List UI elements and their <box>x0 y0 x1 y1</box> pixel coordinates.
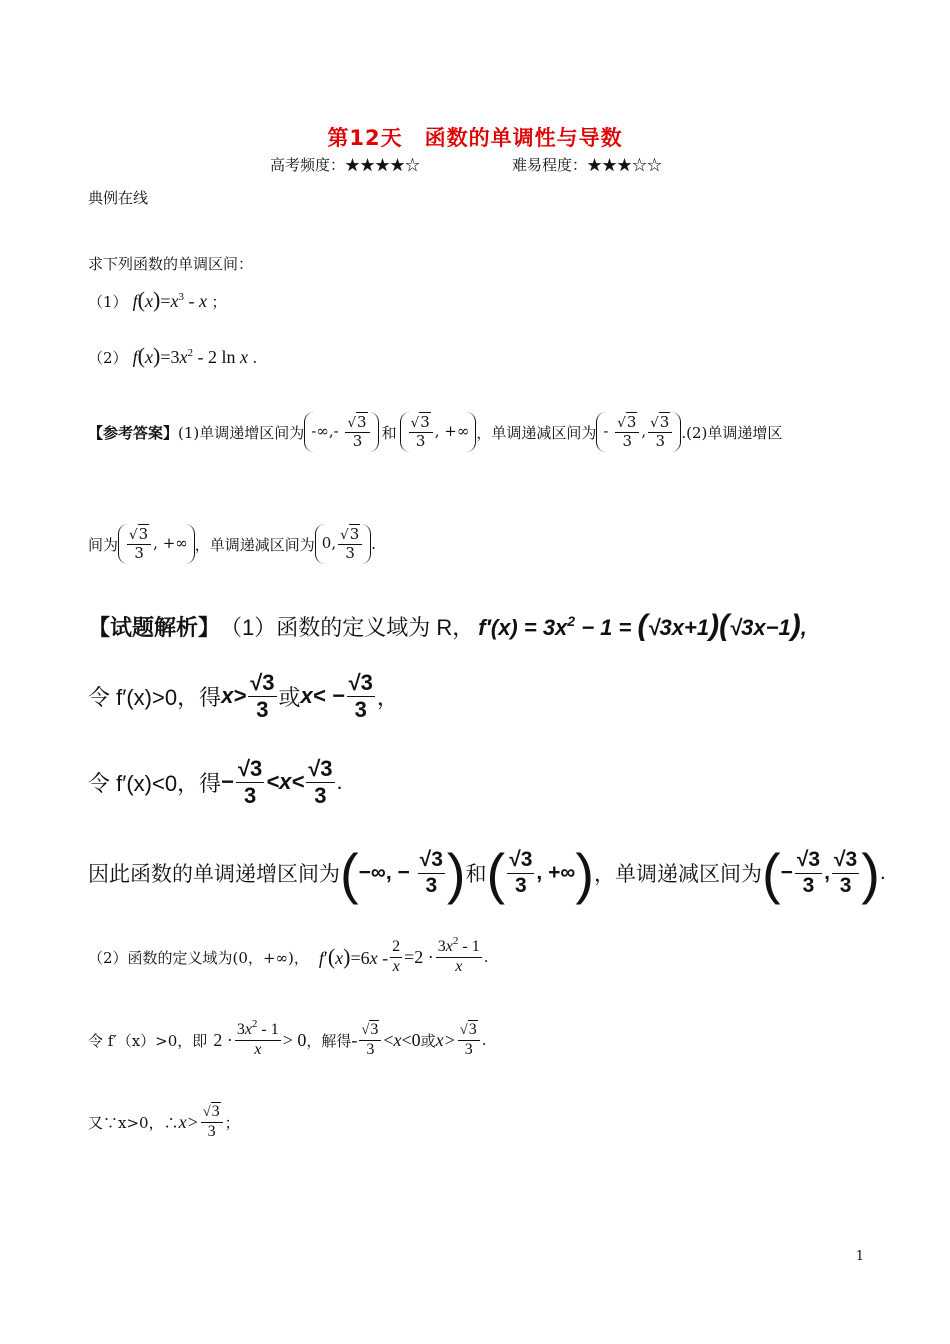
answer-text: (1)单调递增区间为 <box>178 423 305 442</box>
interval-expr: $\frac{√3}{3}$ , +∞ <box>118 524 195 564</box>
math: . <box>483 948 489 966</box>
math: <x<0 <box>383 1029 421 1050</box>
derivative-expr: $f'(x) = 3x^2 - 1 = (√3x+1)(√3x-1)$, <box>478 609 807 642</box>
item-number: （1） <box>88 293 128 311</box>
analysis-line-2 <box>88 666 399 726</box>
problem-item-2 <box>88 343 257 369</box>
math: > 0 <box>282 1029 307 1050</box>
fraction: $\frac{3x^2 - 1}{x}$ <box>236 1018 279 1058</box>
answer-text: ，单调递减区间为 <box>194 535 315 554</box>
fraction: $\frac{√3}{3}$ <box>359 1021 381 1059</box>
analysis-text: . <box>879 861 886 884</box>
analysis-label: 【试题解析】 <box>88 614 221 640</box>
page-number: 1 <box>855 1249 864 1264</box>
formula: $f(x)=x^3 - x$ <box>132 287 207 312</box>
item-tail: ； <box>211 293 227 311</box>
fraction: $\frac{√3}{3}$ <box>201 1103 223 1141</box>
difficulty-label: 难易程度： <box>512 156 588 174</box>
math: <x< <box>266 769 305 794</box>
interval-expr: $\frac{√3}{3}$ , +∞ <box>400 412 477 452</box>
interval-expr: - $\frac{√3}{3}$ , $\frac{√3}{3}$ <box>596 412 681 452</box>
answer-text: 和 <box>381 423 397 442</box>
analysis-text: . <box>481 1031 487 1049</box>
problem-item-1 <box>88 287 226 313</box>
analysis-text: （1）函数的定义域为 R， <box>220 614 475 640</box>
difficulty-stars: ★★★☆☆ <box>587 156 663 174</box>
section-heading: 典例在线 <box>88 189 149 207</box>
math: x> <box>221 683 247 708</box>
analysis-text: ， <box>376 684 399 710</box>
math: x< − <box>300 683 345 708</box>
analysis-text: 和 <box>465 863 487 886</box>
interval-expr: -∞,- $\frac{√3}{3}$ <box>304 412 378 452</box>
fraction: $\frac{√3}{3}$ <box>250 670 275 722</box>
frequency-rating <box>270 154 420 175</box>
answer-line-1 <box>88 402 782 462</box>
frequency-stars: ★★★★☆ <box>345 156 421 174</box>
analysis-text: 令 f′(x)<0，得 <box>88 770 222 796</box>
analysis-text: 又∵x>0，∴ <box>88 1113 179 1132</box>
answer-label: 【参考答案】 <box>88 423 179 442</box>
problem-prompt: 求下列函数的单调区间： <box>88 255 254 273</box>
formula: $f(x)=3x^2 - 2$ ln x <box>132 343 248 368</box>
analysis-line-4 <box>88 836 886 910</box>
analysis-text: 令 f′（x）>0，即 <box>88 1031 208 1050</box>
page-title: 第12天 函数的单调性与导数 <box>327 126 623 150</box>
math: x> <box>435 1029 456 1050</box>
math: =2 · <box>404 946 434 967</box>
analysis-line-7 <box>88 1096 240 1148</box>
item-tail: . <box>252 349 258 367</box>
math: − <box>221 769 234 794</box>
answer-text: ，单调递减区间为 <box>476 423 597 442</box>
analysis-text: ，单调递减区间为 <box>593 863 762 886</box>
interval-expr: 0, $\frac{√3}{3}$ <box>315 524 371 564</box>
answer-text: 间为 <box>88 535 119 554</box>
analysis-text: 因此函数的单调递增区间为 <box>88 863 340 886</box>
answer-line-2 <box>88 514 376 574</box>
answer-text: . <box>371 535 377 553</box>
interval-expr: ( $\frac{√3}{3}$ , +∞) <box>486 841 594 905</box>
math: 2 · <box>213 1029 233 1050</box>
fraction: $\frac{√3}{3}$ <box>458 1021 480 1059</box>
item-number: （2） <box>88 349 128 367</box>
fraction: $\frac{3x^2 - 1}{x}$ <box>437 935 480 975</box>
interval-expr: (− $\frac{√3}{3}$ , $\frac{√3}{3}$ ) <box>761 841 880 905</box>
analysis-line-6 <box>88 1014 486 1066</box>
math: x> <box>178 1111 199 1132</box>
analysis-line-3 <box>88 752 343 812</box>
frequency-label: 高考频度： <box>270 156 346 174</box>
answer-text: .(2)单调递增区 <box>681 423 783 442</box>
fraction: $\frac{√3}{3}$ <box>308 756 333 808</box>
analysis-text: ； <box>224 1113 240 1132</box>
math: - <box>351 1029 358 1050</box>
analysis-line-5 <box>88 932 489 982</box>
analysis-line-1 <box>88 604 807 648</box>
difficulty-rating <box>512 154 662 175</box>
analysis-text: 令 f′(x)>0，得 <box>88 684 222 710</box>
analysis-text: ，解得 <box>306 1031 352 1050</box>
derivative-expr: f′(x)=6x - <box>318 944 389 969</box>
analysis-text: （2）函数的定义域为(0，+∞)， <box>88 948 309 967</box>
analysis-text: 或 <box>420 1031 436 1050</box>
fraction: $\frac{2}{x}$ <box>392 938 401 975</box>
analysis-text: 或 <box>278 684 301 710</box>
fraction: $\frac{√3}{3}$ <box>237 756 263 808</box>
analysis-text: . <box>336 769 343 794</box>
fraction: $\frac{√3}{3}$ <box>348 670 373 722</box>
interval-expr: (−∞, − $\frac{√3}{3}$ ) <box>340 841 466 905</box>
